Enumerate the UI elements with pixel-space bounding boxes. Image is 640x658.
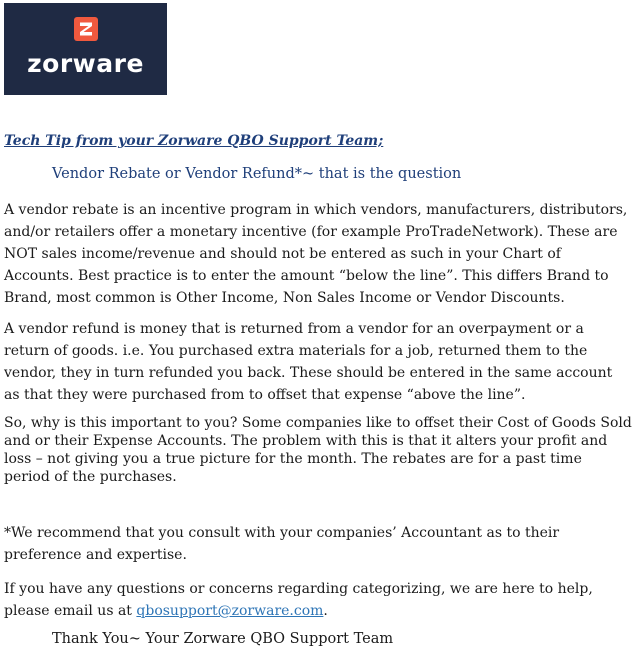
subject-line: Vendor Rebate or Vendor Refund*~ that is the question [52, 166, 462, 182]
rebate-paragraph: A vendor rebate is an incentive program in which vendors, manufacturers, distributors, and/or retailers offer a monetary incentive (for example ProTradeNetwork). These are NOT sales income/revenue and should not be entered as such in your Chart of Accounts. Best practice is to enter the amount “below the line”. This differs Brand to Brand, most common is Other Income, Non Sales Income or Vendor Discounts. [4, 202, 628, 306]
zorware-logo [4, 3, 167, 95]
logo-wordmark: zorware [27, 49, 144, 78]
support-email-link[interactable]: qbosupport@zorware.com [136, 603, 324, 619]
importance-paragraph: So, why is this important to you? Some companies like to offset their Cost of Goods Sold and or their Expense Accounts. The problem with this is that it alters your profit and loss – not giving you a true picture for the month. The rebates are for a past time period of the purchases. [4, 415, 632, 485]
recommendation-paragraph: *We recommend that you consult with your companies’ Accountant as to their preference and expertise. [4, 525, 560, 563]
contact-paragraph [4, 578, 632, 622]
contact-text: If you have any questions or concerns regarding categorizing, we are here to help, please email us at [4, 581, 593, 619]
contact-period: . [323, 603, 328, 619]
tech-tip-heading: Tech Tip from your Zorware QBO Support Team; [4, 133, 384, 149]
signoff: Thank You~ Your Zorware QBO Support Team [52, 631, 394, 647]
zorware-logo-icon [74, 17, 98, 41]
refund-paragraph: A vendor refund is money that is returned from a vendor for an overpayment or a return of goods. i.e. You purchased extra materials for a job, returned them to the vendor, they in turn refunded you back. These should be entered in the same account as that they were purchased from to offset that expense “above the line”. [4, 321, 613, 403]
